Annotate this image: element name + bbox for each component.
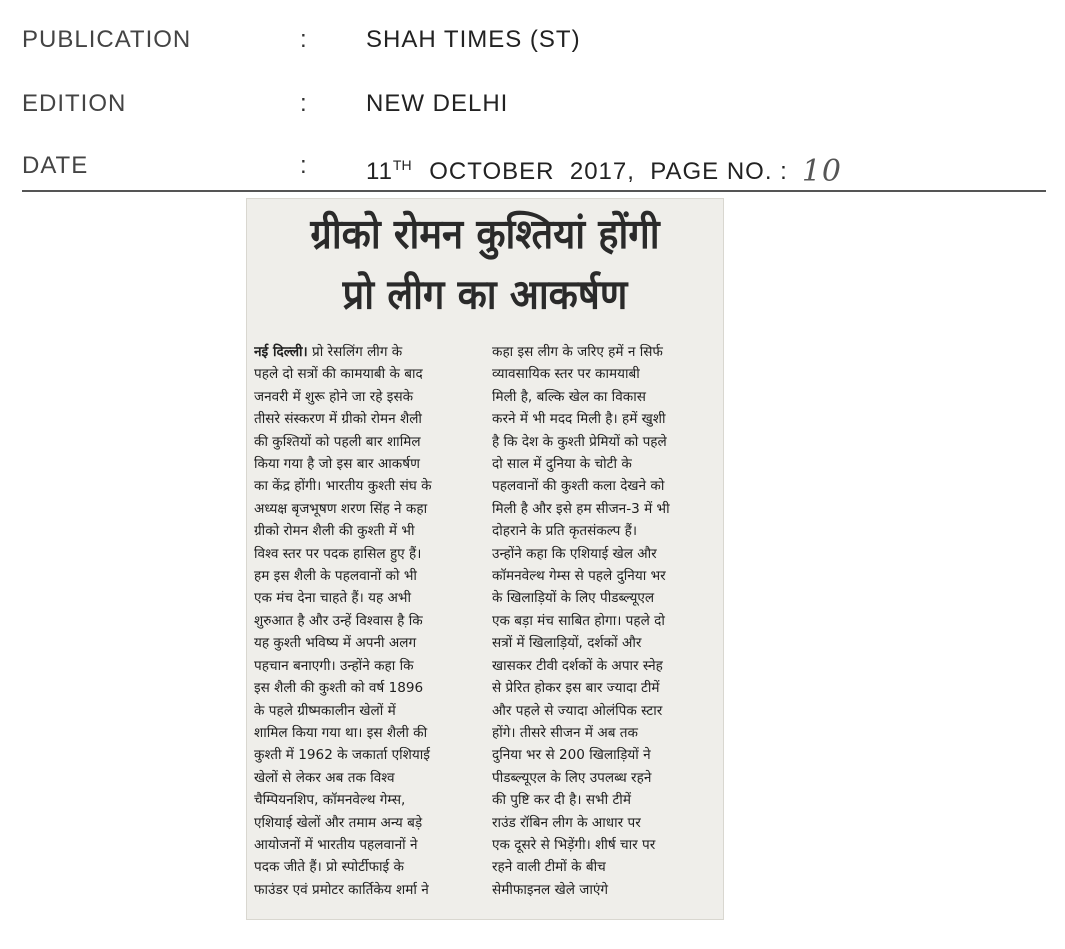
- column-line: से प्रेरित होकर इस बार ज्यादा टीमें: [492, 680, 660, 697]
- date-day-suffix: TH: [392, 157, 412, 173]
- column-line: और पहले से ज्यादा ओलंपिक स्टार: [492, 702, 663, 719]
- column-line: सत्रों में खिलाड़ियों, दर्शकों और: [492, 635, 642, 652]
- column-line: पदक जीते हैं। प्रो स्पोर्टीफाई के: [254, 859, 404, 876]
- column-line: विश्व स्तर पर पदक हासिल हुए हैं।: [254, 545, 422, 562]
- article-column-right: [492, 341, 720, 901]
- column-line: शामिल किया गया था। इस शैली की: [254, 724, 428, 741]
- column-line: सेमीफाइनल खेले जाएंगे: [492, 881, 609, 898]
- column-line: रहने वाली टीमों के बीच: [492, 859, 606, 876]
- column-line: अध्यक्ष बृजभूषण शरण सिंह ने कहा: [254, 500, 428, 517]
- column-line: की कुश्तियों को पहली बार शामिल: [254, 433, 421, 450]
- column-line: पहले दो सत्रों की कामयाबी के बाद: [254, 366, 423, 383]
- column-line: का केंद्र होंगी। भारतीय कुश्ती संघ के: [254, 478, 432, 495]
- column-line: है कि देश के कुश्ती प्रेमियों को पहले: [492, 433, 667, 450]
- newspaper-clipping: [246, 198, 724, 920]
- column-line: किया गया है जो इस बार आकर्षण: [254, 456, 420, 473]
- date-label: DATE: [22, 152, 89, 179]
- date-day: 11: [366, 158, 393, 185]
- column-line: व्यावसायिक स्तर पर कामयाबी: [492, 366, 640, 383]
- handwritten-page-number: 10: [801, 154, 843, 189]
- column-line: हम इस शैली के पहलवानों को भी: [254, 568, 417, 585]
- column-line: तीसरे संस्करण में ग्रीको रोमन शैली: [254, 411, 422, 428]
- column-line: मिली है, बल्कि खेल का विकास: [492, 388, 646, 405]
- column-line: दुनिया भर से 200 खिलाड़ियों ने: [492, 747, 651, 764]
- column-line: चैम्पियनशिप, कॉमनवेल्थ गेम्स,: [254, 792, 406, 809]
- headline-line-1: ग्रीको रोमन कुश्तियां होंगी: [310, 210, 660, 258]
- column-line: एशियाई खेलों और तमाम अन्य बड़े: [254, 814, 423, 831]
- column-line: पहचान बनाएगी। उन्होंने कहा कि: [254, 657, 414, 674]
- column-line: कुश्ती में 1962 के जकार्ता एशियाई: [254, 747, 430, 764]
- first-line-text: प्रो रेसलिंग लीग के: [307, 344, 403, 360]
- column-line: पहलवानों की कुश्ती कला देखने को: [492, 478, 665, 495]
- column-line: खासकर टीवी दर्शकों के अपार स्नेह: [492, 657, 663, 674]
- date-value: [366, 152, 842, 187]
- column-line: जनवरी में शुरू होने जा रहे इसके: [254, 388, 414, 405]
- date-rest: OCTOBER 2017, PAGE NO. :: [429, 158, 788, 185]
- column-line: के पहले ग्रीष्मकालीन खेलों में: [254, 702, 396, 719]
- column-line: खेलों से लेकर अब तक विश्व: [254, 769, 395, 786]
- column-line: एक दूसरे से भिड़ेंगी। शीर्ष चार पर: [492, 836, 656, 853]
- column-line: दो साल में दुनिया के चोटी के: [492, 456, 632, 473]
- column-line: फाउंडर एवं प्रमोटर कार्तिकेय शर्मा ने: [254, 881, 429, 898]
- article-dateline: नई दिल्ली।: [254, 344, 308, 360]
- column-line: दोहराने के प्रति कृतसंकल्प हैं।: [492, 523, 638, 540]
- column-line: कहा इस लीग के जरिए हमें न सिर्फ: [492, 344, 663, 360]
- publication-value: SHAH TIMES (ST): [366, 26, 581, 53]
- column-line: मिली है और इसे हम सीजन-3 में भी: [492, 500, 670, 517]
- column-line: के खिलाड़ियों के लिए पीडब्ल्यूएल: [492, 590, 655, 607]
- publication-colon: :: [300, 26, 308, 53]
- column-line: पीडब्ल्यूएल के लिए उपलब्ध रहने: [492, 769, 652, 786]
- column-line: [254, 341, 482, 363]
- edition-value: NEW DELHI: [366, 90, 509, 117]
- date-colon: :: [300, 152, 308, 179]
- column-line: इस शैली की कुश्ती को वर्ष 1896: [254, 680, 424, 697]
- column-line: शुरुआत है और उन्हें विश्वास है कि: [254, 612, 423, 629]
- column-line: की पुष्टि कर दी है। सभी टीमें: [492, 792, 631, 809]
- column-line: उन्होंने कहा कि एशियाई खेल और: [492, 545, 657, 562]
- article-column-left: [254, 341, 482, 901]
- edition-colon: :: [300, 90, 308, 117]
- column-line: आयोजनों में भारतीय पहलवानों ने: [254, 836, 418, 853]
- column-line: होंगे। तीसरे सीजन में अब तक: [492, 724, 638, 741]
- edition-label: EDITION: [22, 90, 127, 117]
- headline-line-2: प्रो लीग का आकर्षण: [342, 270, 628, 318]
- column-line: राउंड रॉबिन लीग के आधार पर: [492, 814, 641, 831]
- column-line: ग्रीको रोमन शैली की कुश्ती में भी: [254, 523, 415, 540]
- column-line: एक बड़ा मंच साबित होगा। पहले दो: [492, 612, 665, 629]
- column-line: एक मंच देना चाहते हैं। यह अभी: [254, 590, 411, 607]
- column-line: करने में भी मदद मिली है। हमें खुशी: [492, 411, 666, 428]
- publication-label: PUBLICATION: [22, 26, 192, 53]
- column-line: कॉमनवेल्थ गेम्स से पहले दुनिया भर: [492, 568, 666, 585]
- header-divider: [22, 190, 1046, 192]
- article-headline: [246, 204, 724, 325]
- column-line: यह कुश्ती भविष्य में अपनी अलग: [254, 635, 417, 652]
